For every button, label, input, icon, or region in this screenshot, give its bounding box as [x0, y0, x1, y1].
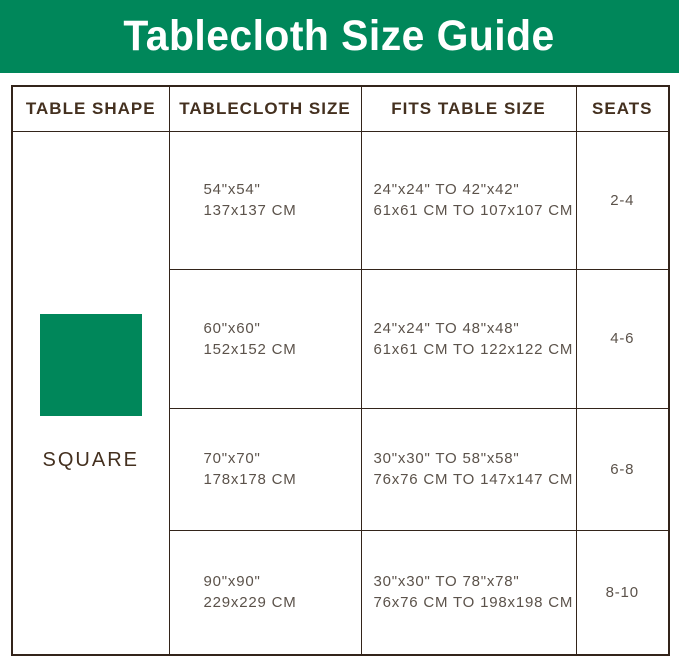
- tablecloth-size-cell: [169, 530, 361, 655]
- seats-cell: 4-6: [576, 269, 669, 408]
- seats-cell: 8-10: [576, 530, 669, 655]
- header-table-shape: TABLE SHAPE: [12, 86, 169, 131]
- header-seats: SEATS: [576, 86, 669, 131]
- header-fits-table-size: FITS TABLE SIZE: [361, 86, 576, 131]
- fits-table-size-cell: [361, 131, 576, 269]
- fits-inches: 24"x24" TO 42"x42": [373, 181, 520, 198]
- tablecloth-size-cell: [169, 131, 361, 269]
- fits-cm: 76x76 CM TO 147x147 CM: [373, 471, 574, 488]
- fits-table-size-cell: [361, 269, 576, 408]
- size-inches: 60"x60": [203, 319, 261, 337]
- seats-cell: 2-4: [576, 131, 669, 269]
- fits-table-size-cell: [361, 530, 576, 655]
- fits-cm: 76x76 CM TO 198x198 CM: [373, 594, 574, 612]
- seats-cell: 6-8: [576, 408, 669, 530]
- size-cm: 178x178 CM: [203, 471, 297, 488]
- tablecloth-size-cell: [169, 408, 361, 530]
- size-cm: 152x152 CM: [203, 340, 297, 358]
- fits-table-size-cell: [361, 408, 576, 530]
- shape-wrap: [13, 314, 169, 471]
- page-title: Tablecloth Size Guide: [123, 12, 556, 60]
- fits-inches: 30"x30" TO 58"x58": [373, 450, 520, 467]
- table-header-row: [12, 86, 669, 131]
- table-row: [12, 131, 669, 269]
- title-banner: [0, 0, 679, 73]
- fits-cm: 61x61 CM TO 122x122 CM: [373, 340, 574, 358]
- size-guide-table: [11, 85, 670, 656]
- size-cm: 229x229 CM: [203, 594, 297, 612]
- size-inches: 54"x54": [203, 181, 261, 198]
- size-inches: 70"x70": [203, 450, 261, 467]
- shape-cell: [12, 131, 169, 655]
- fits-inches: 30"x30" TO 78"x78": [373, 573, 520, 591]
- size-cm: 137x137 CM: [203, 202, 297, 219]
- tablecloth-size-cell: [169, 269, 361, 408]
- fits-cm: 61x61 CM TO 107x107 CM: [373, 202, 574, 219]
- square-shape-icon: [40, 314, 142, 416]
- shape-label: SQUARE: [42, 449, 139, 472]
- fits-inches: 24"x24" TO 48"x48": [373, 319, 520, 337]
- size-inches: 90"x90": [203, 573, 261, 591]
- header-tablecloth-size: TABLECLOTH SIZE: [169, 86, 361, 131]
